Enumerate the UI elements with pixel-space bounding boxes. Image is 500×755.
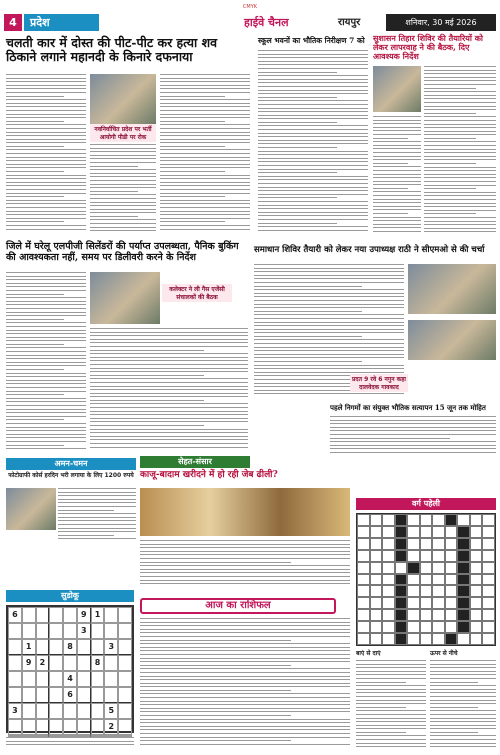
crossword-cell[interactable] <box>382 574 395 586</box>
sudoku-cell[interactable] <box>49 703 63 719</box>
crossword-cell[interactable] <box>395 585 408 597</box>
sudoku-cell[interactable] <box>36 703 50 719</box>
crossword-cell[interactable] <box>457 562 470 574</box>
crossword-cell[interactable] <box>357 585 370 597</box>
crossword-cell[interactable] <box>370 633 383 645</box>
sudoku-cell[interactable] <box>49 719 63 735</box>
strip-left: अमन-चमन <box>6 458 136 470</box>
sudoku-cell[interactable] <box>118 607 132 623</box>
headline-a1: चलती कार में दोस्त की पीट-पीट कर हत्या शव ठिकाने लगाने महानदी के किनारे दफनाया <box>6 35 218 65</box>
crossword-cell[interactable] <box>445 526 458 538</box>
crossword-cell[interactable] <box>357 538 370 550</box>
crossword-cell[interactable] <box>445 597 458 609</box>
sudoku-cell[interactable] <box>91 719 105 735</box>
crossword-cell[interactable] <box>457 526 470 538</box>
sudoku-title: सुडोकू <box>6 590 134 602</box>
crossword-cell[interactable] <box>382 538 395 550</box>
date-label: शनिवार, 30 मई 2026 <box>386 14 496 31</box>
sudoku-cell[interactable] <box>118 671 132 687</box>
crossword-cell[interactable] <box>457 633 470 645</box>
sudoku-cell[interactable] <box>8 671 22 687</box>
article-a3-body-b <box>373 116 421 235</box>
crossword-cell[interactable] <box>420 609 433 621</box>
crossword-cell[interactable] <box>407 609 420 621</box>
crossword-cell[interactable] <box>370 526 383 538</box>
crossword-cell[interactable] <box>482 585 495 597</box>
crossword-cell[interactable] <box>470 574 483 586</box>
sudoku-cell[interactable] <box>118 703 132 719</box>
crossword-cell[interactable] <box>370 562 383 574</box>
crossword-cell[interactable] <box>470 585 483 597</box>
rashifal-body <box>140 618 350 747</box>
crossword-cell[interactable] <box>457 514 470 526</box>
crossword-cell[interactable] <box>482 562 495 574</box>
crossword-cell[interactable] <box>420 574 433 586</box>
sudoku-instructions <box>6 737 134 748</box>
crossword-cell[interactable] <box>482 609 495 621</box>
sudoku-cell[interactable]: 3 <box>8 703 22 719</box>
sudoku-cell[interactable] <box>36 639 50 655</box>
crossword-cell[interactable] <box>357 562 370 574</box>
crossword-clues-down <box>430 660 496 750</box>
crossword-cell[interactable] <box>382 597 395 609</box>
crossword-cell[interactable] <box>420 562 433 574</box>
crossword-cell[interactable] <box>432 550 445 562</box>
sudoku-cell[interactable] <box>118 687 132 703</box>
sudoku-cell[interactable]: 3 <box>104 639 118 655</box>
crossword-cell[interactable] <box>357 514 370 526</box>
sudoku-cell[interactable] <box>22 671 36 687</box>
crossword-cell[interactable] <box>445 621 458 633</box>
sudoku-cell[interactable] <box>104 655 118 671</box>
crossword-cell[interactable] <box>470 609 483 621</box>
crossword-cell[interactable] <box>457 609 470 621</box>
strip-mid: सेहत-संसार <box>140 456 250 468</box>
photo-a6 <box>408 320 496 360</box>
crossword-cell[interactable] <box>395 574 408 586</box>
sudoku-cell[interactable] <box>91 703 105 719</box>
crossword-cell[interactable] <box>357 574 370 586</box>
crossword-cell[interactable] <box>395 621 408 633</box>
headline-a7: काजू-बादाम खरीदने में हो रही जेब ढीली? <box>140 470 278 480</box>
page-header <box>4 14 496 31</box>
sudoku-cell[interactable] <box>49 607 63 623</box>
sudoku-cell[interactable] <box>118 655 132 671</box>
crossword-cell[interactable] <box>407 597 420 609</box>
crossword-cell[interactable] <box>407 550 420 562</box>
sudoku-cell[interactable] <box>77 671 91 687</box>
headline-a4: जिले में घरेलू एलपीजी सिलेंडरों की पर्याप्त उपलब्धता, पैनिक बुकिंग की आवश्यकता नहीं, समय पर डिलीवरी करने के निर्देश <box>6 241 239 263</box>
crossword-cell[interactable] <box>470 621 483 633</box>
crossword-cell[interactable] <box>457 550 470 562</box>
crossword-cell[interactable] <box>470 597 483 609</box>
sudoku-cell[interactable] <box>77 687 91 703</box>
sudoku-cell[interactable] <box>22 607 36 623</box>
headline-a6: पहले निगमों का संयुक्त भौतिक सत्यापन 15 जून तक मोहित <box>330 403 486 412</box>
sudoku-cell[interactable] <box>63 623 77 639</box>
photo-a1 <box>90 74 156 124</box>
article-a4-body <box>6 272 86 452</box>
crossword-cell[interactable] <box>445 514 458 526</box>
crossword-grid[interactable] <box>356 513 496 646</box>
photo-a7 <box>140 488 350 536</box>
crossword-cell[interactable] <box>470 514 483 526</box>
crossword-cell[interactable] <box>470 526 483 538</box>
sudoku-cell[interactable] <box>91 671 105 687</box>
crossword-cell[interactable] <box>370 574 383 586</box>
crossword-cell[interactable] <box>445 574 458 586</box>
crossword-cell[interactable] <box>395 633 408 645</box>
crossword-cell[interactable] <box>470 562 483 574</box>
caption-a6: प्रदत 9 रवे 6 नगुन कहा दालवेदक गावकाद <box>352 376 406 391</box>
crossword-cell[interactable] <box>420 526 433 538</box>
crossword-cell[interactable] <box>457 538 470 550</box>
sudoku-cell[interactable]: 6 <box>8 607 22 623</box>
crossword-down-label: ऊपर से नीचे <box>430 650 458 657</box>
crossword-cell[interactable] <box>420 597 433 609</box>
crossword-cell[interactable] <box>407 526 420 538</box>
crossword-cell[interactable] <box>382 621 395 633</box>
article-a7-body <box>140 540 350 587</box>
crossword-cell[interactable] <box>432 538 445 550</box>
sudoku-cell[interactable] <box>104 671 118 687</box>
page-number: 4 <box>4 14 22 31</box>
photo-a3 <box>373 66 421 112</box>
crossword-cell[interactable] <box>457 621 470 633</box>
article-a3-body <box>424 66 496 235</box>
section-label: प्रदेश <box>24 14 99 31</box>
sudoku-cell[interactable] <box>8 639 22 655</box>
crossword-cell[interactable] <box>420 550 433 562</box>
crossword-cell[interactable] <box>432 585 445 597</box>
crossword-cell[interactable] <box>432 526 445 538</box>
headline-a5: समाधान शिविर तैयारी को लेकर नया उपाध्यक्ष राठी ने सीएमओ से की चर्चा <box>254 245 485 255</box>
crossword-cell[interactable] <box>395 538 408 550</box>
headline-a2: स्कूल भवनों का भौतिक निरीक्षण 7 को <box>258 36 365 45</box>
sudoku-cell[interactable] <box>63 719 77 735</box>
sudoku-cell[interactable] <box>22 687 36 703</box>
sudoku-cell[interactable] <box>77 655 91 671</box>
crossword-cell[interactable] <box>357 526 370 538</box>
photo-a4 <box>90 272 160 324</box>
crossword-cell[interactable] <box>357 633 370 645</box>
crossword-cell[interactable] <box>370 550 383 562</box>
crossword-cell[interactable] <box>382 550 395 562</box>
crossword-cell[interactable] <box>382 585 395 597</box>
article-a4-body-b <box>90 328 248 450</box>
crossword-cell[interactable] <box>445 633 458 645</box>
sudoku-cell[interactable] <box>49 639 63 655</box>
sudoku-cell[interactable] <box>36 671 50 687</box>
crossword-cell[interactable] <box>470 538 483 550</box>
crossword-cell[interactable] <box>382 633 395 645</box>
sudoku-cell[interactable] <box>8 655 22 671</box>
sudoku-cell[interactable] <box>91 687 105 703</box>
sudoku-cell[interactable] <box>118 623 132 639</box>
caption-a4: कलेक्टर ने ली गैस एजेंसी संचालकों की बैठक <box>162 284 232 302</box>
article-a1-body-b <box>90 144 156 234</box>
photo-a5 <box>408 264 496 314</box>
headline-a3: सुशासन तिहार शिविर की तैयारियों को लेकर लापरवाह ने की बैठक, दिए आवश्यक निर्देश <box>373 33 483 62</box>
sudoku-cell[interactable] <box>49 671 63 687</box>
sudoku-cell[interactable] <box>36 687 50 703</box>
crossword-cell[interactable] <box>407 574 420 586</box>
crossword-cell[interactable] <box>482 538 495 550</box>
crossword-cell[interactable] <box>382 609 395 621</box>
sudoku-cell[interactable] <box>49 623 63 639</box>
sudoku-cell[interactable]: 4 <box>63 671 77 687</box>
crossword-cell[interactable] <box>370 538 383 550</box>
sudoku-cell[interactable] <box>36 623 50 639</box>
crossword-cell[interactable] <box>370 514 383 526</box>
sudoku-cell[interactable]: 2 <box>36 655 50 671</box>
crossword-cell[interactable] <box>482 633 495 645</box>
crossword-cell[interactable] <box>420 621 433 633</box>
crossword-cell[interactable] <box>357 621 370 633</box>
crossword-cell[interactable] <box>420 633 433 645</box>
sudoku-cell[interactable] <box>77 639 91 655</box>
sudoku-cell[interactable] <box>49 655 63 671</box>
sudoku-cell[interactable]: 8 <box>63 639 77 655</box>
strip-left-head: फोटोग्राफी कोर्स हरदिन भरी लगाया के लिए 1200 रुपये <box>8 472 134 479</box>
sudoku-cell[interactable] <box>63 655 77 671</box>
page-tag: CMYK <box>242 4 258 10</box>
sudoku-cell[interactable] <box>104 687 118 703</box>
crossword-cell[interactable] <box>482 514 495 526</box>
sudoku-cell[interactable]: 3 <box>77 623 91 639</box>
sudoku-cell[interactable] <box>8 623 22 639</box>
crossword-across-label: बाएं से दाएं <box>356 650 381 657</box>
crossword-cell[interactable] <box>395 562 408 574</box>
crossword-cell[interactable] <box>445 609 458 621</box>
crossword-cell[interactable] <box>470 550 483 562</box>
crossword-clues-across <box>356 660 426 750</box>
article-a8-body <box>58 488 136 542</box>
crossword-cell[interactable] <box>432 562 445 574</box>
crossword-cell[interactable] <box>445 550 458 562</box>
sudoku-cell[interactable] <box>36 719 50 735</box>
crossword-cell[interactable] <box>407 621 420 633</box>
sudoku-cell[interactable] <box>104 607 118 623</box>
sudoku-grid[interactable] <box>6 605 134 733</box>
crossword-cell[interactable] <box>395 526 408 538</box>
crossword-cell[interactable] <box>407 514 420 526</box>
crossword-cell[interactable] <box>357 597 370 609</box>
crossword-cell[interactable] <box>457 574 470 586</box>
crossword-cell[interactable] <box>482 526 495 538</box>
masthead: हाईवे चैनल <box>244 16 289 29</box>
crossword-cell[interactable] <box>432 597 445 609</box>
crossword-cell[interactable] <box>407 562 420 574</box>
crossword-cell[interactable] <box>432 574 445 586</box>
city-label: रायपुर <box>338 17 361 28</box>
sudoku-cell[interactable] <box>77 703 91 719</box>
crossword-cell[interactable] <box>395 609 408 621</box>
crossword-cell[interactable] <box>445 538 458 550</box>
sudoku-cell[interactable] <box>22 719 36 735</box>
sudoku-cell[interactable]: 8 <box>91 655 105 671</box>
sudoku-cell[interactable]: 2 <box>104 719 118 735</box>
article-a2-body <box>258 50 368 233</box>
crossword-cell[interactable] <box>395 550 408 562</box>
crossword-cell[interactable] <box>407 585 420 597</box>
crossword-cell[interactable] <box>470 633 483 645</box>
article-a1-body-c <box>160 74 250 232</box>
crossword-cell[interactable] <box>432 514 445 526</box>
crossword-cell[interactable] <box>420 585 433 597</box>
rashifal-title: आज का राशिफल <box>140 598 336 614</box>
sudoku-cell[interactable] <box>63 607 77 623</box>
crossword-cell[interactable] <box>432 621 445 633</box>
sudoku-cell[interactable] <box>8 687 22 703</box>
sudoku-cell[interactable] <box>8 719 22 735</box>
sudoku-cell[interactable] <box>91 639 105 655</box>
sudoku-cell[interactable] <box>36 607 50 623</box>
crossword-cell[interactable] <box>482 597 495 609</box>
sudoku-cell[interactable] <box>49 687 63 703</box>
article-a6-body <box>330 416 496 456</box>
crossword-cell[interactable] <box>357 609 370 621</box>
crossword-cell[interactable] <box>382 514 395 526</box>
crossword-cell[interactable] <box>432 633 445 645</box>
sudoku-cell[interactable] <box>63 703 77 719</box>
crossword-cell[interactable] <box>382 562 395 574</box>
crossword-cell[interactable] <box>395 514 408 526</box>
crossword-cell[interactable] <box>457 585 470 597</box>
sudoku-cell[interactable]: 5 <box>104 703 118 719</box>
crossword-cell[interactable] <box>370 621 383 633</box>
crossword-cell[interactable] <box>407 538 420 550</box>
photo-a8 <box>6 488 56 530</box>
sudoku-cell[interactable] <box>77 719 91 735</box>
strip-right: वर्ग पहेली <box>356 498 496 510</box>
crossword-cell[interactable] <box>407 633 420 645</box>
sudoku-cell[interactable] <box>118 719 132 735</box>
crossword-cell[interactable] <box>482 621 495 633</box>
article-a1-body <box>6 74 86 232</box>
crossword-cell[interactable] <box>395 597 408 609</box>
crossword-cell[interactable] <box>370 609 383 621</box>
sudoku-cell[interactable] <box>104 623 118 639</box>
sudoku-cell[interactable] <box>22 623 36 639</box>
crossword-cell[interactable] <box>420 514 433 526</box>
sudoku-cell[interactable] <box>118 639 132 655</box>
crossword-cell[interactable] <box>370 585 383 597</box>
caption-a1: नवनिर्वाचित प्रदेश पर भर्ती आयोगी पीडी पर रोक <box>90 124 156 142</box>
crossword-cell[interactable] <box>420 538 433 550</box>
crossword-cell[interactable] <box>370 597 383 609</box>
crossword-cell[interactable] <box>357 550 370 562</box>
crossword-cell[interactable] <box>432 609 445 621</box>
crossword-cell[interactable] <box>382 526 395 538</box>
crossword-cell[interactable] <box>445 562 458 574</box>
sudoku-cell[interactable]: 1 <box>91 607 105 623</box>
crossword-cell[interactable] <box>457 597 470 609</box>
crossword-cell[interactable] <box>445 585 458 597</box>
crossword-cell[interactable] <box>482 550 495 562</box>
sudoku-cell[interactable]: 9 <box>22 655 36 671</box>
sudoku-cell[interactable]: 1 <box>22 639 36 655</box>
sudoku-cell[interactable] <box>22 703 36 719</box>
sudoku-cell[interactable]: 6 <box>63 687 77 703</box>
crossword-cell[interactable] <box>482 574 495 586</box>
sudoku-cell[interactable]: 9 <box>77 607 91 623</box>
sudoku-cell[interactable] <box>91 623 105 639</box>
